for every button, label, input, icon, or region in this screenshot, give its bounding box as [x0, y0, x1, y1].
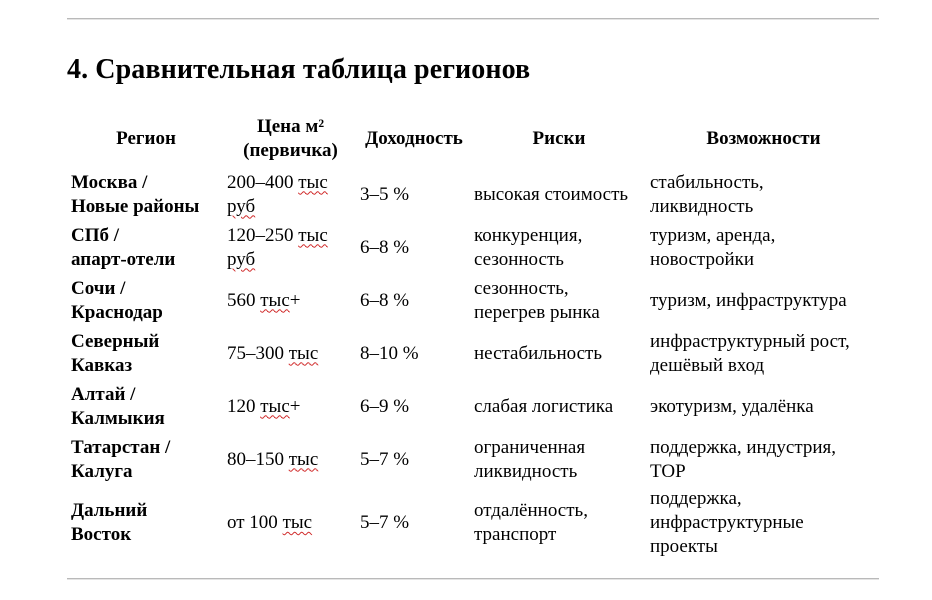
header-price [223, 112, 356, 168]
risks-cell [470, 486, 646, 560]
region-line2: Кавказ [71, 354, 133, 376]
region-line1: Северный [71, 330, 160, 352]
header-price-line1: Цена м² [256, 116, 325, 137]
opp-line1: туризм, аренда, [650, 224, 776, 246]
table-row [67, 327, 879, 380]
opp-line3: проекты [650, 536, 718, 557]
opportunities-cell [646, 486, 879, 560]
yield-cell: 6–8 % [360, 289, 410, 311]
region-cell [67, 433, 223, 486]
price-cell [223, 221, 356, 274]
price-cell [223, 486, 356, 560]
risks-cell [470, 327, 646, 380]
opportunities-cell [646, 380, 879, 433]
price-cell [223, 274, 356, 327]
price-cell [223, 168, 356, 221]
header-opportunities: Возможности [706, 128, 821, 149]
yield-cell: 8–10 % [360, 342, 419, 364]
opp-line1: туризм, инфраструктура [650, 289, 847, 311]
risks-cell [470, 274, 646, 327]
risks-line1: конкуренция, [474, 224, 583, 246]
opp-line1: поддержка, [650, 488, 742, 509]
table-row [67, 168, 879, 221]
opportunities-cell [646, 433, 879, 486]
opp-line1: экотуризм, удалёнка [650, 395, 814, 417]
region-cell [67, 221, 223, 274]
risks-line1: высокая стоимость [474, 183, 629, 205]
risks-cell [470, 433, 646, 486]
region-line1: Дальний [71, 500, 148, 521]
price-unit: тыс [260, 395, 290, 417]
price-currency: руб [227, 195, 256, 217]
risks-line1: сезонность, [474, 277, 569, 299]
price-currency: руб [227, 248, 256, 270]
region-line1: Татарстан / [71, 436, 171, 458]
region-line2: Восток [71, 524, 132, 545]
opportunities-cell [646, 327, 879, 380]
region-cell [67, 380, 223, 433]
header-risks: Риски [532, 128, 586, 149]
price-value: 80–150 [227, 448, 284, 470]
opp-line1: стабильность, [650, 171, 764, 193]
region-line1: СПб / [71, 224, 120, 246]
regions-comparison-table [67, 112, 879, 560]
risks-cell [470, 221, 646, 274]
price-value: 120 тыс+ [227, 395, 301, 417]
price-unit: тыс [298, 171, 328, 193]
table-row [67, 486, 879, 560]
risks-cell [470, 380, 646, 433]
price-value: 75–300 [227, 342, 284, 364]
region-line2: апарт-отели [71, 248, 176, 270]
opp-line2: инфраструктурные [650, 512, 804, 533]
header-price-line2: (первичка) [243, 140, 338, 161]
risks-line1: ограниченная [474, 436, 586, 458]
table-row [67, 274, 879, 327]
region-line2: Краснодар [71, 301, 163, 323]
bottom-divider [67, 578, 879, 579]
header-yield: Доходность [365, 128, 463, 149]
price-unit: тыс [298, 224, 328, 246]
top-divider [67, 18, 879, 19]
price-value: от 100 [227, 512, 278, 533]
table-header-row [67, 112, 879, 168]
risks-line1: нестабильность [474, 342, 602, 364]
opp-line2: новостройки [650, 248, 755, 270]
price-value: 120–250 [227, 224, 294, 246]
yield-cell: 5–7 % [360, 448, 410, 470]
price-value: 200–400 [227, 171, 294, 193]
region-cell [67, 486, 223, 560]
risks-line1: отдалённость, [474, 500, 588, 521]
region-line1: Москва / [71, 171, 148, 193]
price-cell [223, 380, 356, 433]
price-cell [223, 327, 356, 380]
region-line2: Калуга [71, 460, 133, 482]
risks-line2: перегрев рынка [474, 301, 600, 323]
opp-line2: ликвидность [650, 195, 754, 217]
price-unit: тыс [282, 512, 313, 533]
yield-cell: 5–7 % [360, 512, 410, 533]
price-value: 560 тыс+ [227, 289, 301, 311]
region-cell [67, 274, 223, 327]
opp-line2: ТОР [650, 460, 686, 482]
region-line2: Калмыкия [71, 407, 165, 429]
yield-cell: 3–5 % [360, 183, 410, 205]
region-line1: Сочи / [71, 277, 126, 299]
risks-line2: сезонность [474, 248, 564, 270]
yield-cell: 6–8 % [360, 236, 410, 258]
risks-line2: транспорт [474, 524, 557, 545]
risks-line1: слабая логистика [474, 395, 614, 417]
price-cell [223, 433, 356, 486]
risks-cell [470, 168, 646, 221]
price-unit: тыс [260, 289, 290, 311]
header-region: Регион [116, 128, 176, 149]
region-line2: Новые районы [71, 195, 200, 217]
opportunities-cell [646, 221, 879, 274]
opp-line1: поддержка, индустрия, [650, 436, 837, 458]
region-cell [67, 327, 223, 380]
yield-cell: 6–9 % [360, 395, 410, 417]
opp-line2: дешёвый вход [650, 354, 765, 376]
price-unit: тыс [288, 342, 319, 364]
opportunities-cell [646, 274, 879, 327]
table-row [67, 433, 879, 486]
price-unit: тыс [288, 448, 319, 470]
region-cell [67, 168, 223, 221]
risks-line2: ликвидность [474, 460, 578, 482]
section-heading: 4. Сравнительная таблица регионов [67, 54, 531, 85]
region-line1: Алтай / [71, 383, 136, 405]
opp-line1: инфраструктурный рост, [650, 330, 850, 352]
opportunities-cell [646, 168, 879, 221]
table-row [67, 380, 879, 433]
table-row [67, 221, 879, 274]
